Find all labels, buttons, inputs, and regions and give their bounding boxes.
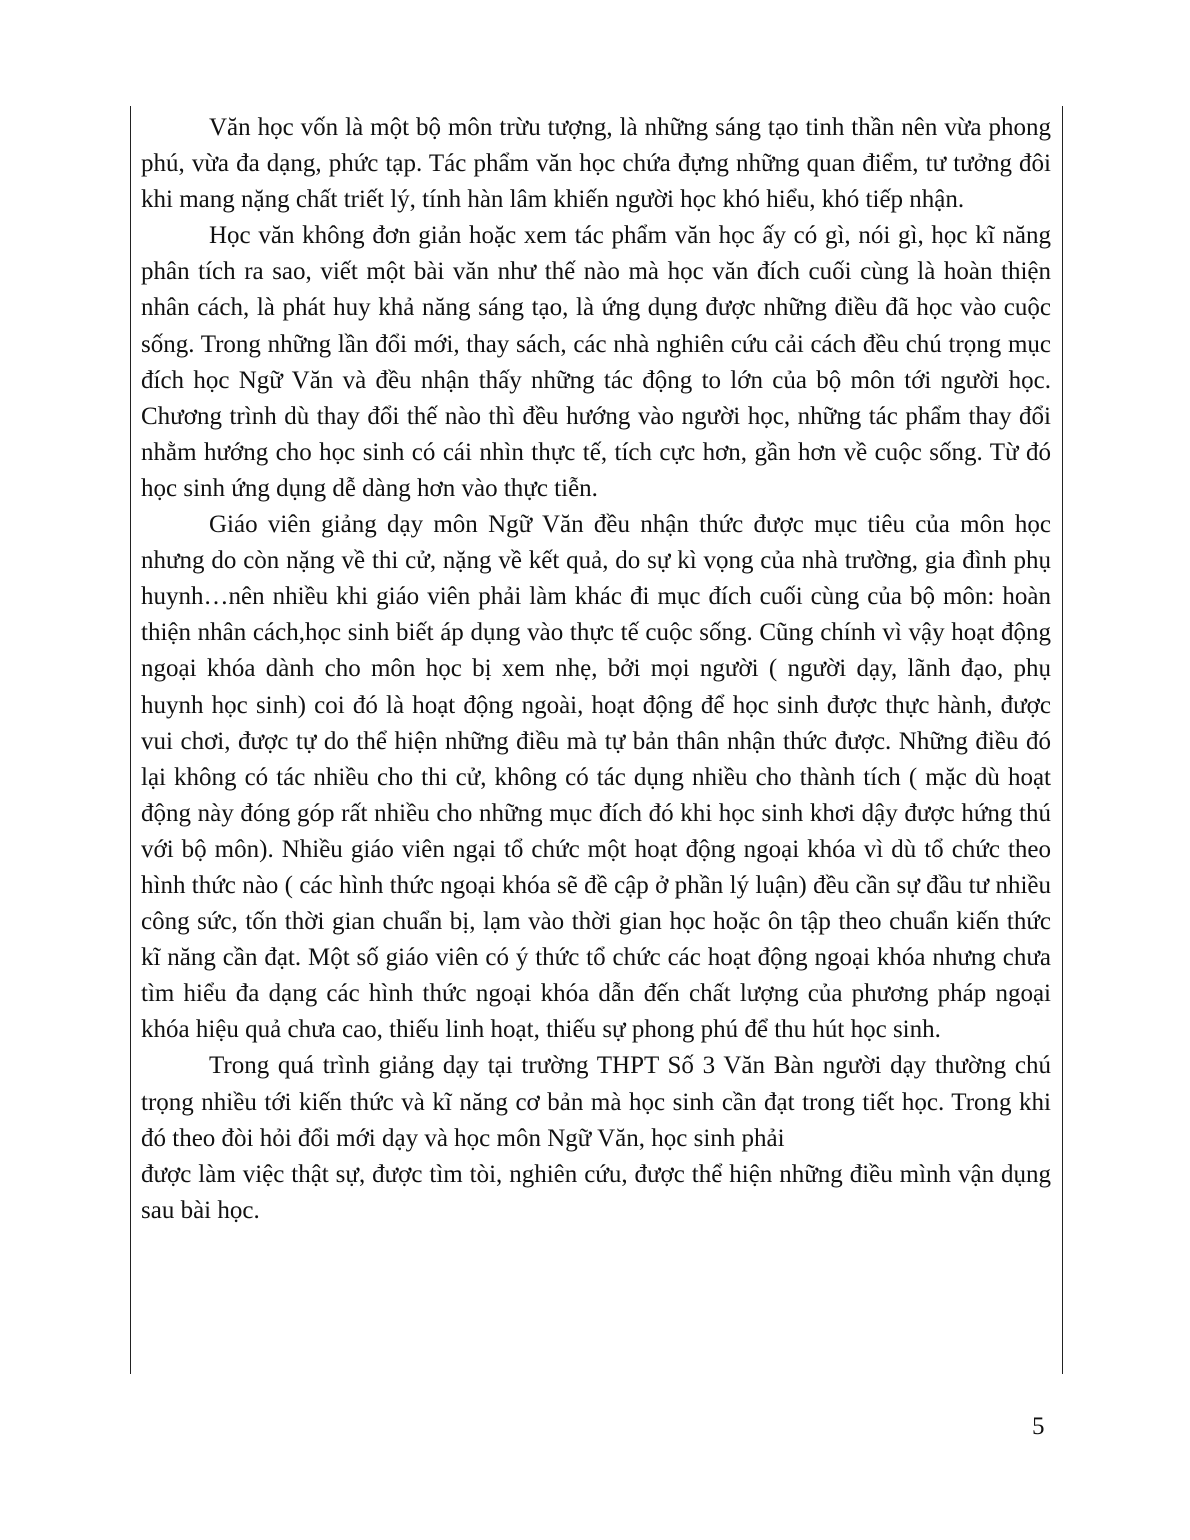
paragraph-5: được làm việc thật sự, được tìm tòi, nghiên cứu, được thể hiện những điều mình vận dụng sau bài học. xyxy=(141,1160,1051,1224)
page-number: 5 xyxy=(1032,1413,1045,1440)
paragraph-1: Văn học vốn là một bộ môn trừu tượng, là những sáng tạo tinh thần nên vừa phong phú, vừa đa dạng, phức tạp. Tác phẩm văn học chứa đựng những quan điểm, tư tưởng đôi khi mang nặng chất triết lý, tính hàn lâm khiến người học khó hiểu, khó tiếp nhận. xyxy=(141,114,1051,214)
paragraph-4: Trong quá trình giảng dạy tại trường THPT Số 3 Văn Bàn người dạy thường chú trọng nhiều tới kiến thức và kĩ năng cơ bản mà học sinh cần đạt trong tiết học. Trong khi đó theo đòi hỏi đổi mới dạy và học môn Ngữ Văn, học sinh phải xyxy=(141,1052,1051,1152)
body-text xyxy=(141,110,1051,1229)
paragraph-3: Giáo viên giảng dạy môn Ngữ Văn đều nhận thức được mục tiêu của môn học nhưng do còn nặng về thi cử, nặng về kết quả, do sự kì vọng của nhà trường, gia đình phụ huynh…nên nhiều khi giáo viên phải làm khác đi mục đích cuối cùng của bộ môn: hoàn thiện nhân cách,học sinh biết áp dụng vào thực tế cuộc sống. Cũng chính vì vậy hoạt động ngoại khóa dành cho môn học bị xem nhẹ, bởi mọi người ( người dạy, lãnh đạo, phụ huynh học sinh) coi đó là hoạt động ngoài, hoạt động để học sinh được thực hành, được vui chơi, được tự do thể hiện những điều mà tự bản thân nhận thức được. Những điều đó lại không có tác nhiều cho thi cử, không có tác dụng nhiều cho thành tích ( mặc dù hoạt động này đóng góp rất nhiều cho những mục đích đó khi học sinh khơi dậy được hứng thú với bộ môn). Nhiều giáo viên ngại tổ chức một hoạt động ngoại khóa vì dù tổ chức theo hình thức nào ( các hình thức ngoại khóa sẽ đề cập ở phần lý luận) đều cần sự đầu tư nhiều công sức, tốn thời gian chuẩn bị, lạm vào thời gian học hoặc ôn tập theo chuẩn kiến thức kĩ năng cần đạt. Một số giáo viên có ý thức tổ chức các hoạt động ngoại khóa nhưng chưa tìm hiểu đa dạng các hình thức ngoại khóa dẫn đến chất lượng của phương pháp ngoại khóa hiệu quả chưa cao, thiếu linh hoạt, thiếu sự phong phú để thu hút học sinh. xyxy=(141,511,1051,1044)
page-border-right xyxy=(1062,106,1063,1374)
paragraph-2: Học văn không đơn giản hoặc xem tác phẩm văn học ấy có gì, nói gì, học kĩ năng phân tích ra sao, viết một bài văn như thế nào mà học văn đích cuối cùng là hoàn thiện nhân cách, là phát huy khả năng sáng tạo, là ứng dụng được những điều đã học vào cuộc sống. Trong những lần đổi mới, thay sách, các nhà nghiên cứu cải cách đều chú trọng mục đích học Ngữ Văn và đều nhận thấy những tác động to lớn của bộ môn tới người học. Chương trình dù thay đổi thế nào thì đều hướng vào người học, những tác phẩm thay đổi nhằm hướng cho học sinh có cái nhìn thực tế, tích cực hơn, gần hơn về cuộc sống. Từ đó học sinh ứng dụng dễ dàng hơn vào thực tiễn. xyxy=(141,222,1051,502)
page-border-left xyxy=(130,106,131,1374)
